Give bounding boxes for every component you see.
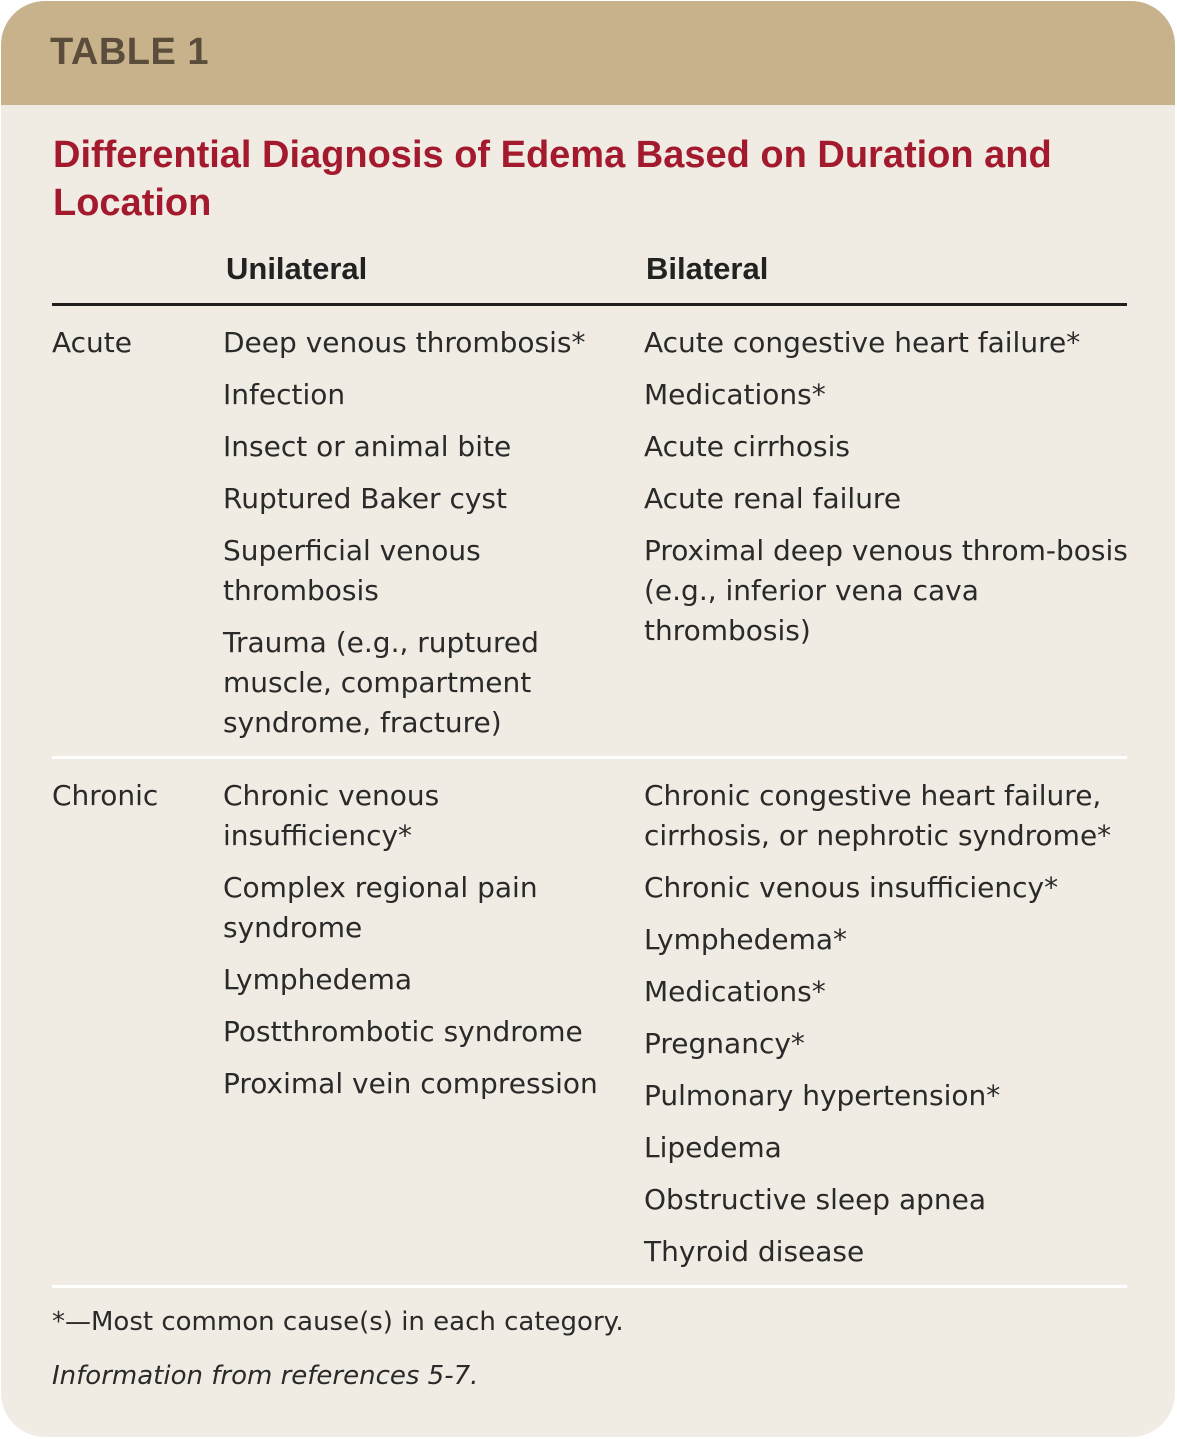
- list-item: Pulmonary hypertension*: [644, 1079, 1001, 1112]
- list-item: Lipedema: [644, 1131, 782, 1164]
- list-item: Trauma (e.g., ruptured muscle, compartment syndrome, fracture): [223, 626, 539, 739]
- row-label-chronic: Chronic: [52, 779, 159, 812]
- list-item: Postthrombotic syndrome: [223, 1015, 583, 1048]
- list-item: Thyroid disease: [644, 1235, 865, 1268]
- list-item: Infection: [223, 378, 346, 411]
- table-label: TABLE 1: [50, 31, 210, 73]
- table-bottom-divider: [52, 1285, 1127, 1288]
- list-item: Superficial venous thrombosis: [223, 534, 481, 607]
- list-item: Chronic venous insufficiency*: [223, 779, 440, 852]
- list-item: Medications*: [644, 975, 826, 1008]
- list-item: Acute cirrhosis: [644, 430, 850, 463]
- list-item: Complex regional pain syndrome: [223, 871, 538, 944]
- list-item: Lymphedema*: [644, 923, 848, 956]
- list-item: Medications*: [644, 378, 826, 411]
- cell-acute-bilateral: [644, 323, 1129, 663]
- list-item: Proximal vein compression: [223, 1067, 598, 1100]
- list-item: Ruptured Baker cyst: [223, 482, 507, 515]
- source-note: Information from references 5-7.: [52, 1361, 479, 1391]
- table-header-band: [1, 1, 1175, 105]
- column-header-unilateral: Unilateral: [226, 251, 368, 286]
- list-item: Acute renal failure: [644, 482, 902, 515]
- list-item: Obstructive sleep apnea: [644, 1183, 987, 1216]
- list-item: Deep venous thrombosis*: [223, 326, 586, 359]
- cell-acute-unilateral: [223, 323, 618, 755]
- table-title: Differential Diagnosis of Edema Based on Duration and Location: [53, 134, 1052, 224]
- row-divider: [52, 756, 1127, 759]
- row-label-acute: Acute: [52, 326, 133, 359]
- column-header-bilateral: Bilateral: [646, 251, 769, 286]
- list-item: Chronic congestive heart failure, cirrhosis, or nephrotic syndrome*: [644, 779, 1112, 852]
- list-item: Pregnancy*: [644, 1027, 805, 1060]
- list-item: Acute congestive heart failure*: [644, 326, 1081, 359]
- list-item: Lymphedema: [223, 963, 413, 996]
- cell-chronic-unilateral: [223, 776, 618, 1116]
- table-card: [1, 1, 1175, 1437]
- footnote: *—Most common cause(s) in each category.: [52, 1307, 624, 1337]
- header-divider: [52, 303, 1127, 306]
- list-item: Proximal deep venous throm-bosis (e.g., inferior vena cava thrombosis): [644, 534, 1128, 647]
- list-item: Insect or animal bite: [223, 430, 512, 463]
- list-item: Chronic venous insufficiency*: [644, 871, 1059, 904]
- cell-chronic-bilateral: [644, 776, 1129, 1284]
